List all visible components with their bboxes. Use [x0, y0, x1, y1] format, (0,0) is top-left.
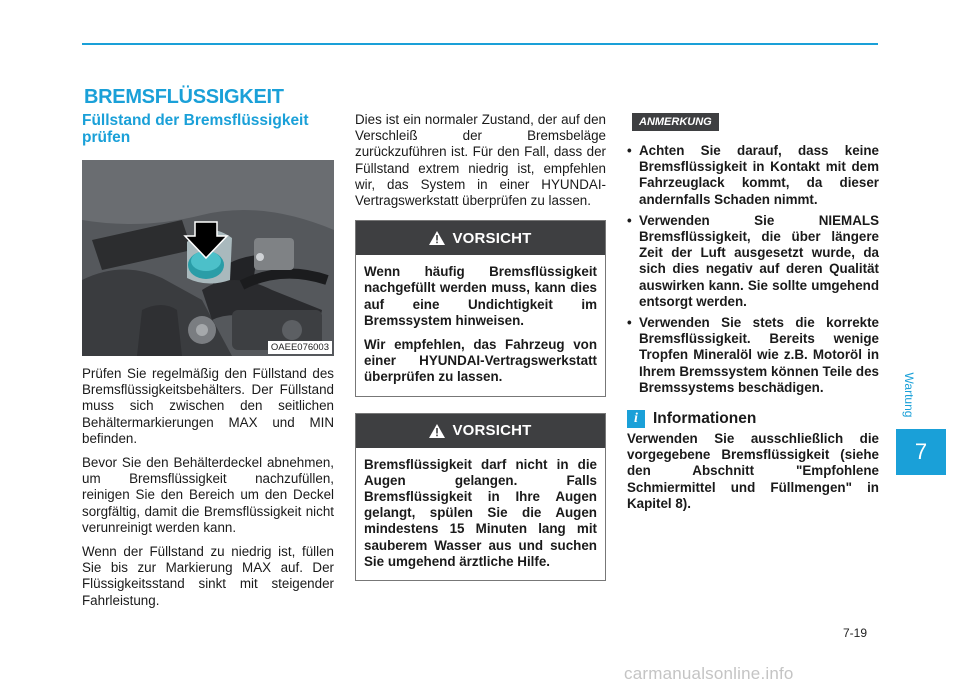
paragraph-1: Prüfen Sie regelmäßig den Füllstand des Bremsflüssigkeitsbehälters. Der Füllstand muss sich zwischen den seitlichen Behältermarkierungen MAX und MIN befinden.	[82, 366, 334, 446]
list-item: • Verwenden Sie NIEMALS Bremsflüssigkeit, die über längere Zeit der Luft ausgesetzt wurde, da sich dies negativ auf deren Qualität auswirken kann. Sie sollte umgehend entsorgt werden.	[627, 213, 879, 310]
column-left	[82, 112, 334, 609]
caution-label: VORSICHT	[452, 422, 532, 440]
chapter-label: Wartung	[902, 372, 916, 417]
paragraph-2: Bevor Sie den Behälterdeckel abnehmen, um Bremsflüssigkeit nachzufüllen, reinigen Sie den Bereich um den Deckel sorgfältig, damit die Bremsflüssigkeit nicht verunreinigt werden kann.	[82, 455, 334, 535]
caution-text: Bremsflüssigkeit darf nicht in die Augen gelangen. Falls Bremsflüssigkeit in Ihre Augen gelangt, spülen Sie die Augen mindestens 15 Minuten lang mit sauberem Wasser aus und suchen Sie umgehend ärztliche Hilfe.	[364, 456, 597, 569]
info-title: Informationen	[653, 410, 757, 428]
subheading: Füllstand der Bremsflüssigkeit prüfen	[82, 112, 309, 146]
chapter-number: 7	[914, 439, 928, 464]
engine-bay-illustration	[82, 160, 334, 356]
page-number: 7-19	[843, 626, 868, 640]
section-title: BREMSFLÜSSIGKEIT	[84, 86, 284, 108]
caution-text: Wenn häufig Bremsflüssigkeit nachgefüllt werden muss, kann dies auf eine Undichtigkeit im Bremssystem hinweisen.	[364, 264, 597, 328]
info-icon: i	[627, 410, 645, 428]
warning-icon	[429, 424, 445, 438]
caution-body	[356, 448, 605, 580]
chapter-tab-label	[903, 367, 915, 422]
warning-icon	[429, 231, 445, 245]
caution-label: VORSICHT	[452, 229, 532, 247]
figure-code: OAEE076003	[268, 341, 332, 354]
info-heading	[627, 410, 879, 428]
paragraph-3: Wenn der Füllstand zu niedrig ist, füllen Sie bis zur Markierung MAX auf. Der Flüssigkeitsstand sinkt mit steigender Fahrleistung.	[82, 544, 334, 608]
watermark: carmanualsonline.info	[624, 664, 794, 683]
paragraph-4: Dies ist ein normaler Zustand, der auf den Verschleiß der Bremsbeläge zurückzuführen ist. Für den Fall, dass der Füllstand extrem niedrig ist, empfehlen wir, das System in einer HYUNDAI-Vertragswerkstatt überprüfen zu lassen.	[355, 112, 606, 209]
chapter-number-box	[896, 429, 946, 475]
caution-header	[356, 414, 605, 448]
note-list	[627, 143, 879, 396]
caution-text: Wir empfehlen, das Fahrzeug von einer HYUNDAI-Vertragswerkstatt überprüfen zu lassen.	[364, 337, 597, 385]
top-rule	[82, 43, 878, 45]
info-text: Verwenden Sie ausschließlich die vorgegebene Bremsflüssigkeit (siehe den Abschnitt "Empfohlene Schmiermittel und Füllmengen" in Kapitel 8).	[627, 431, 879, 511]
column-middle	[355, 112, 606, 581]
note-badge: ANMERKUNG	[632, 113, 719, 131]
caution-box-2	[355, 413, 606, 581]
list-item: • Verwenden Sie stets die korrekte Bremsflüssigkeit. Bereits wenige Tropfen Mineralöl wie z.B. Motoröl in Ihrem Bremssystem können Teile des Bremssystems beschädigen.	[627, 315, 879, 396]
caution-body	[356, 255, 605, 395]
engine-bay-figure	[82, 160, 334, 356]
column-right	[627, 112, 879, 512]
caution-header	[356, 221, 605, 255]
caution-box-1	[355, 220, 606, 396]
list-item: • Achten Sie darauf, dass keine Bremsflüssigkeit in Kontakt mit dem Fahrzeuglack kommt, da dieser andernfalls Schaden nimmt.	[627, 143, 879, 208]
